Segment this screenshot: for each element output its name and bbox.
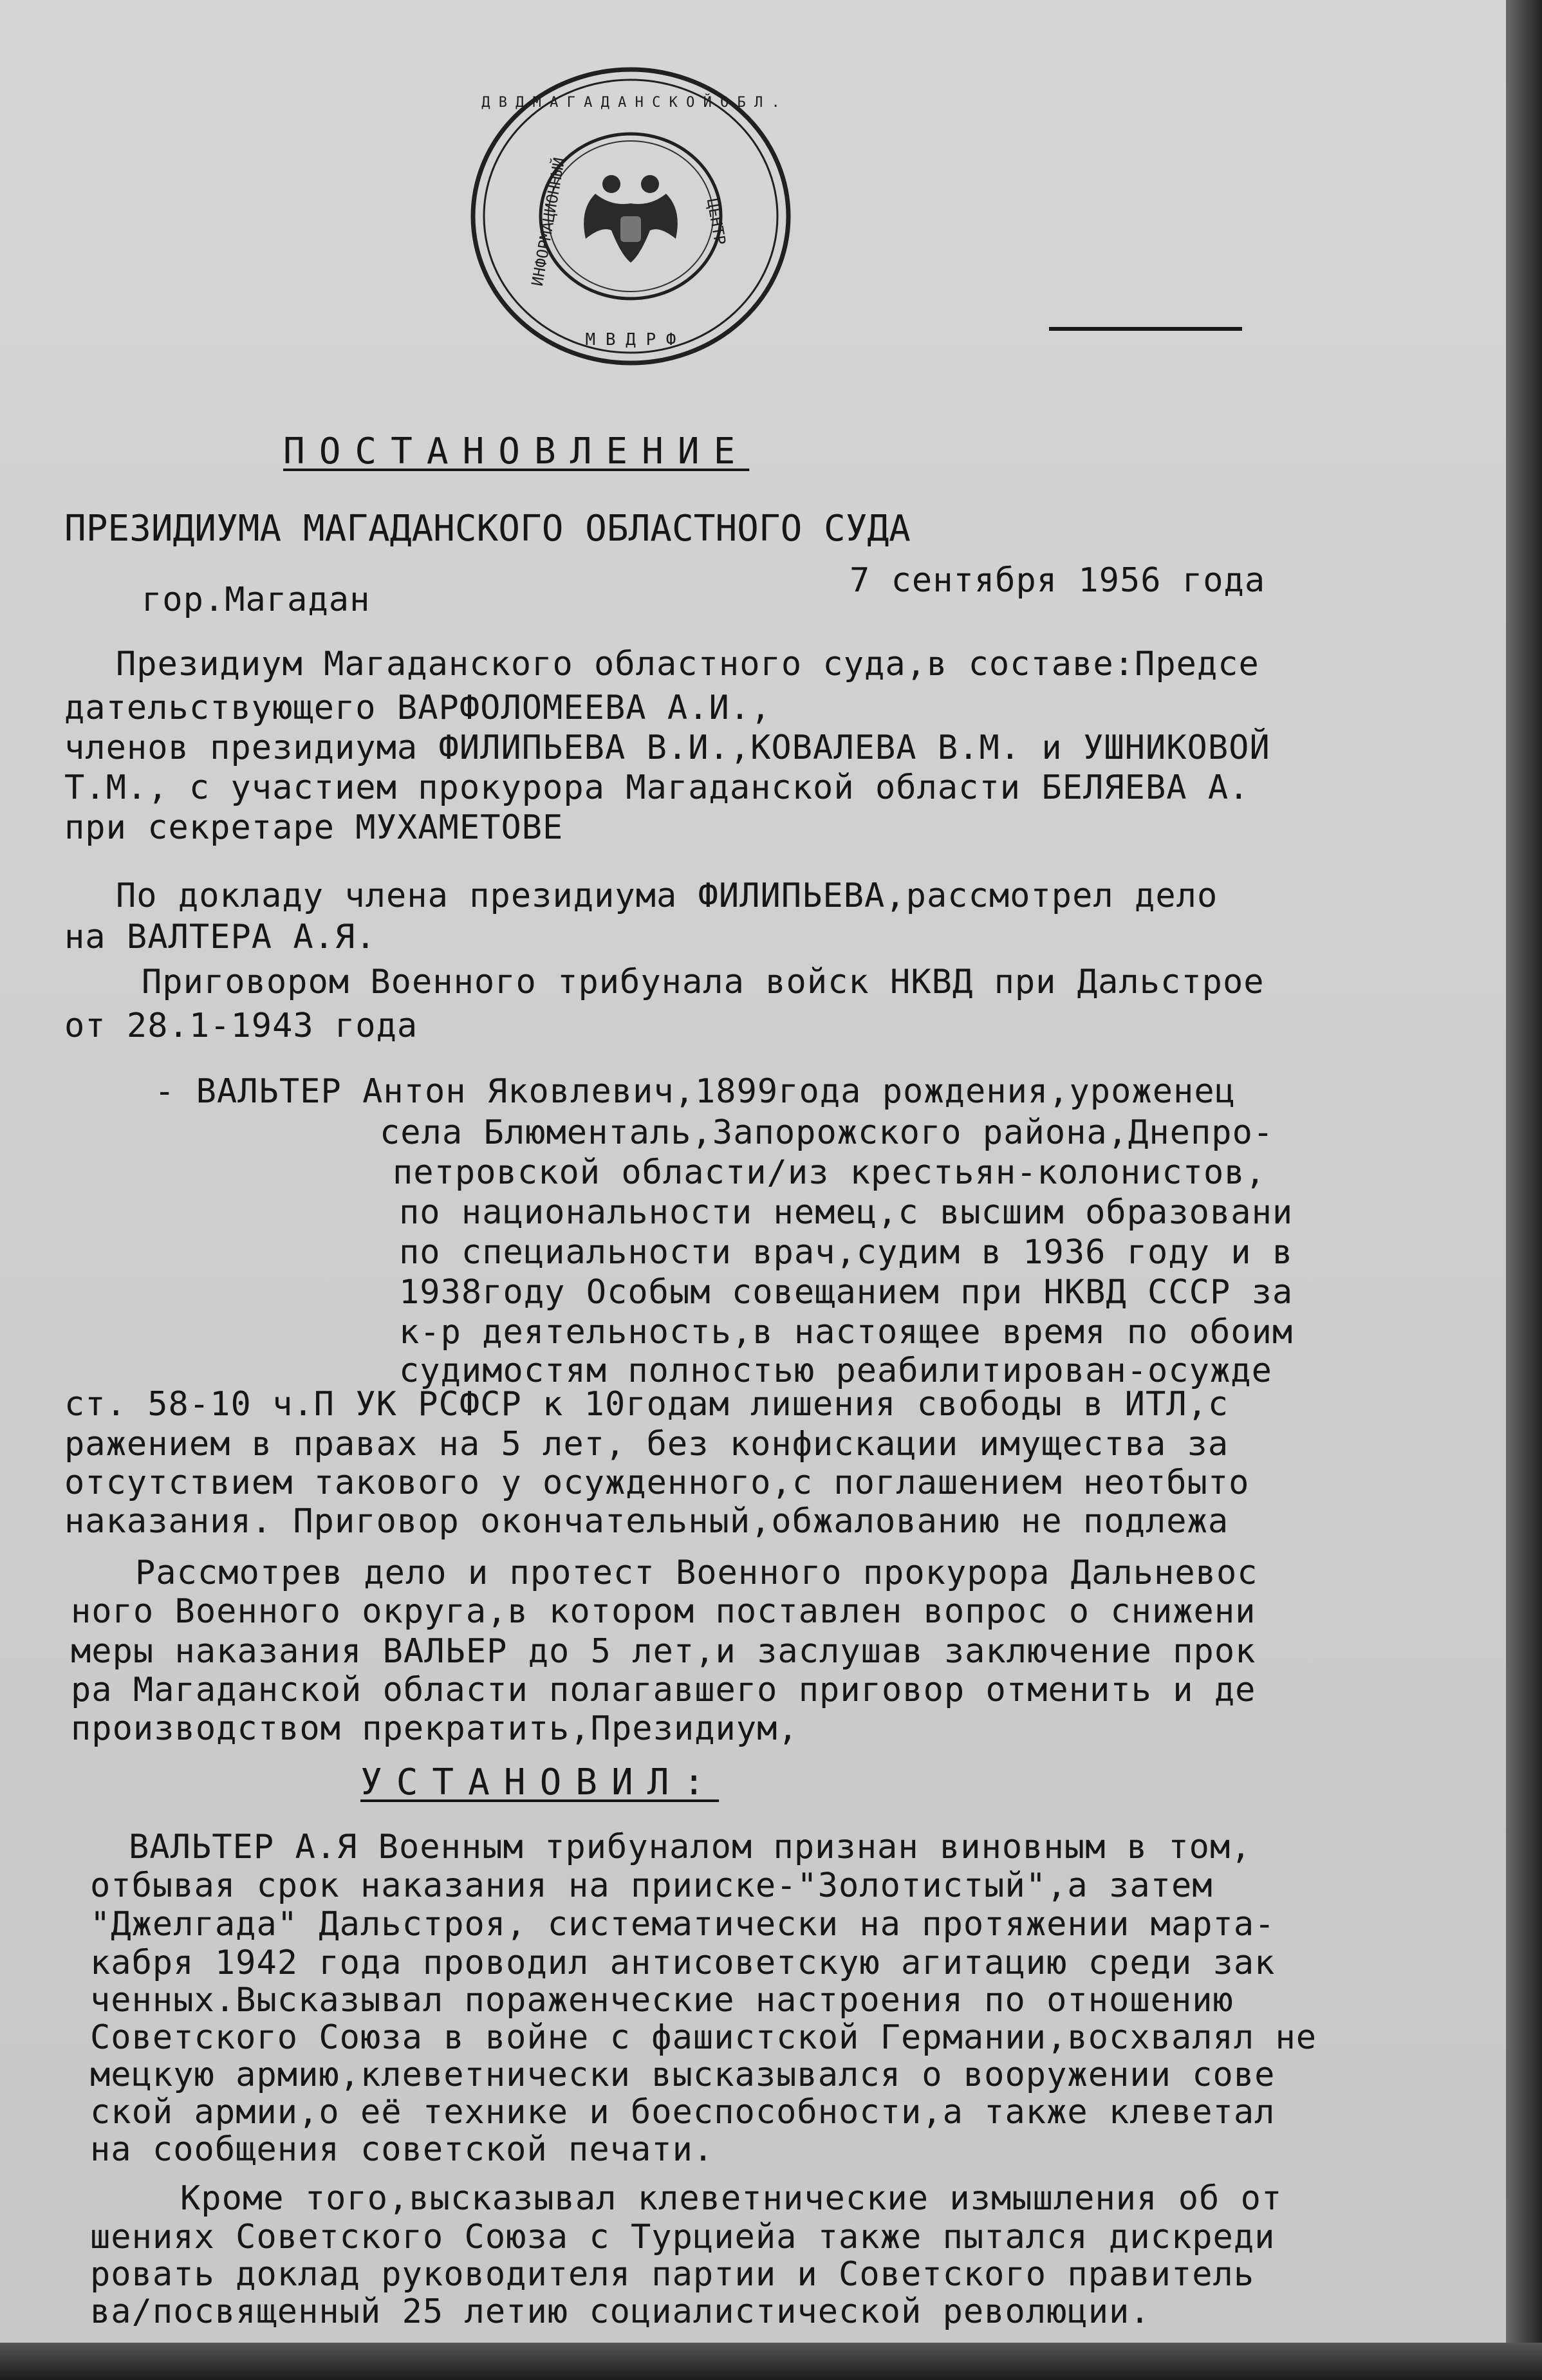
body-line: Приговором Военного трибунала войск НКВД при Дальстрое (142, 963, 1265, 1001)
body-line: Советского Союза в войне с фашистской Германии,восхвалял не (90, 2018, 1317, 2057)
body-line: мецкую армию,клеветнически высказывался о вооружении сове (90, 2056, 1276, 2094)
body-line: кабря 1942 года проводил антисоветскую агитацию среди зак (90, 1944, 1276, 1982)
body-line: 1938году Особым совещанием при НКВД СССР за (399, 1273, 1294, 1312)
body-line: ва/посвященный 25 летию социалистической революции. (90, 2292, 1151, 2331)
body-line: шениях Советского Союза с Турциейа также пытался дискреди (90, 2218, 1276, 2256)
document-title: ПОСТАНОВЛЕНИЕ (283, 431, 750, 472)
body-line: к-р деятельность,в настоящее время по обоим (399, 1313, 1294, 1352)
body-line: "Джелгада" Дальстроя, систематически на протяжении марта- (90, 1905, 1276, 1944)
body-line: ровать доклад руководителя партии и Советского правитель (90, 2255, 1255, 2294)
body-line: ВАЛЬТЕР А.Я Военным трибуналом признан виновным в том, (129, 1828, 1252, 1866)
body-line: села Блюменталь,Запорожского района,Днепро- (380, 1113, 1274, 1152)
section-title: УСТАНОВИЛ: (360, 1762, 720, 1803)
round-seal-stamp (463, 62, 798, 371)
body-line: на сообщения советской печати. (90, 2130, 714, 2169)
body-line: Кроме того,высказывал клеветнические измышления об от (180, 2179, 1283, 2218)
body-line: от 28.1-1943 года (64, 1007, 418, 1045)
svg-text:Д В Д М А Г А Д А Н С К О Й: Д В Д М А Г А Д А Н С К О Й О Б Л . (481, 95, 780, 111)
body-line: петровской области/из крестьян-колонистов, (393, 1153, 1266, 1192)
separator-dash (1049, 327, 1242, 331)
svg-text:ЦЕНТР: ЦЕНТР (703, 197, 729, 246)
body-line: отбывая срок наказания на прииске-"Золотистый",а затем (90, 1866, 1213, 1905)
body-line: наказания. Приговор окончательный,обжалованию не подлежа (64, 1502, 1229, 1541)
body-line: отсутствием такового у осужденного,с поглашением неотбыто (64, 1464, 1250, 1502)
svg-text:ИНФОРМАЦИОННЫЙ: ИНФОРМАЦИОННЫЙ (528, 156, 569, 288)
page-edge-shadow (1506, 0, 1542, 2380)
body-line: судимостям полностью реабилитирован-осужде (399, 1352, 1272, 1390)
body-line: ст. 58-10 ч.П УК РСФСР к 10годам лишения свободы в ИТЛ,с (64, 1385, 1229, 1424)
body-line: на ВАЛТЕРА А.Я. (64, 918, 376, 956)
document-date: 7 сентября 1956 года (850, 561, 1266, 600)
body-line: дательствующего ВАРФОЛОМЕЕВА А.И., (64, 689, 772, 727)
page-bottom-shadow (0, 2343, 1542, 2380)
body-line: Президиум Магаданского областного суда,в составе:Предсе (116, 645, 1259, 683)
body-line: По докладу члена президиума ФИЛИПЬЕВА,рассмотрел дело (116, 877, 1218, 915)
body-line: ской армии,о её технике и боеспособности,а также клеветал (90, 2093, 1276, 2132)
body-line: при секретаре МУХАМЕТОВЕ (64, 808, 564, 847)
body-line: Рассмотрев дело и протест Военного прокурора Дальневос (135, 1554, 1258, 1592)
defendant-line: - ВАЛЬТЕР Антон Яковлевич,1899года рождения,уроженец (154, 1072, 1236, 1111)
eagle-emblem-icon (584, 175, 678, 263)
document-subtitle: ПРЕЗИДИУМА МАГАДАНСКОГО ОБЛАСТНОГО СУДА (64, 508, 911, 550)
document-city: гор.Магадан (142, 581, 371, 619)
body-line: Т.М., с участием прокурора Магаданской области БЕЛЯЕВА А. (64, 768, 1250, 807)
body-line: по национальности немец,с высшим образовани (399, 1193, 1294, 1232)
body-line: ного Военного округа,в котором поставлен вопрос о снижени (71, 1592, 1256, 1631)
body-line: ражением в правах на 5 лет, без конфискации имущества за (64, 1425, 1229, 1464)
body-line: ченных.Высказывал пораженческие настроения по отношению (90, 1981, 1234, 2020)
body-line: членов президиума ФИЛИПЬЕВА В.И.,КОВАЛЕВА В.М. и УШНИКОВОЙ (64, 729, 1270, 767)
body-line: меры наказания ВАЛЬЕР до 5 лет,и заслушав заключение прок (71, 1632, 1256, 1671)
body-line: ра Магаданской области полагавшего приговор отменить и де (71, 1671, 1256, 1709)
svg-text:М В Д Р Ф: М В Д Р Ф (585, 330, 676, 349)
body-line: по специальности врач,судим в 1936 году и в (399, 1233, 1294, 1272)
body-line: производством прекратить,Президиум, (71, 1709, 799, 1748)
